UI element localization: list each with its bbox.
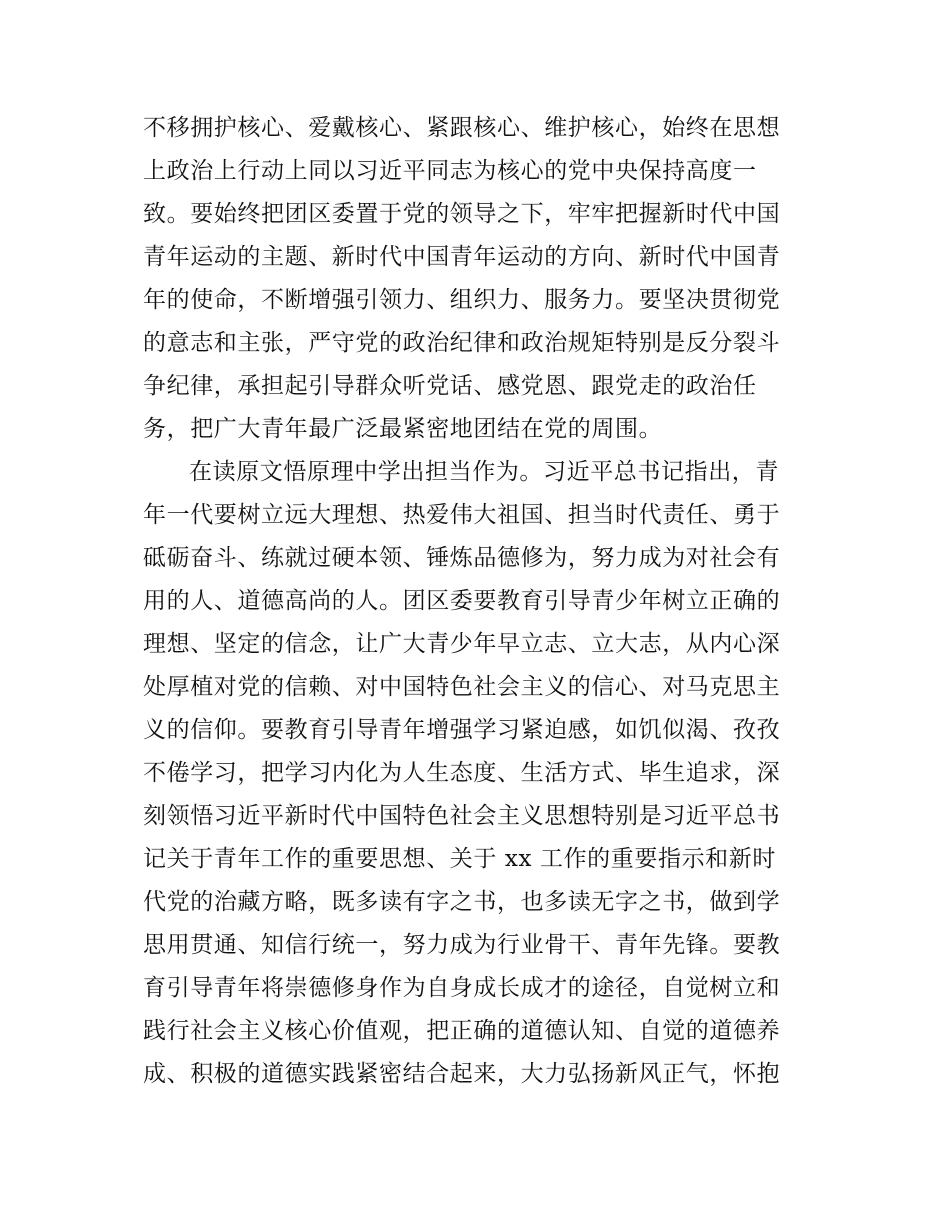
paragraph-first-line: 在读原文悟原理中学出担当作为。习近平总书记指出，青 bbox=[189, 459, 779, 485]
text-line: 上政治上行动上同以习近平同志为核心的党中央保持高度一 bbox=[143, 158, 757, 184]
text-line: 务，把广大青年最广泛最紧密地团结在党的周围。 bbox=[143, 416, 663, 442]
text-line: 砥砺奋斗、练就过硬本领、锤炼品德修为，努力成为对社会有 bbox=[143, 545, 781, 571]
text-line: 致。要始终把团区委置于党的领导之下，牢牢把握新时代中国 bbox=[143, 201, 781, 227]
text-line: 刻领悟习近平新时代中国特色社会主义思想特别是习近平总书 bbox=[143, 803, 781, 829]
text-line: 年的使命，不断增强引领力、组织力、服务力。要坚决贯彻党 bbox=[143, 287, 781, 313]
text-line: 义的信仰。要教育引导青年增强学习紧迫感，如饥似渴、孜孜 bbox=[143, 717, 781, 743]
text-line: 理想、坚定的信念，让广大青少年早立志、立大志，从内心深 bbox=[143, 631, 781, 657]
text-line: 不移拥护核心、爱戴核心、紧跟核心、维护核心，始终在思想 bbox=[143, 115, 781, 141]
text-line: 不倦学习，把学习内化为人生态度、生活方式、毕生追求，深 bbox=[143, 760, 781, 786]
text-line: 育引导青年将崇德修身作为自身成长成才的途径，自觉树立和 bbox=[143, 975, 781, 1001]
text-line: 记关于青年工作的重要思想、关于 xx 工作的重要指示和新时 bbox=[143, 846, 776, 872]
text-line: 处厚植对党的信赖、对中国特色社会主义的信心、对马克思主 bbox=[143, 674, 781, 700]
text-line: 代党的治藏方略，既多读有字之书，也多读无字之书，做到学 bbox=[143, 889, 781, 915]
text-line: 用的人、道德高尚的人。团区委要教育引导青少年树立正确的 bbox=[143, 588, 781, 614]
text-line: 践行社会主义核心价值观，把正确的道德认知、自觉的道德养 bbox=[143, 1018, 781, 1044]
text-line: 青年运动的主题、新时代中国青年运动的方向、新时代中国青 bbox=[143, 244, 781, 270]
text-line: 成、积极的道德实践紧密结合起来，大力弘扬新风正气，怀抱 bbox=[143, 1061, 781, 1087]
text-line: 年一代要树立远大理想、热爱伟大祖国、担当时代责任、勇于 bbox=[143, 502, 781, 528]
text-line: 思用贯通、知信行统一，努力成为行业骨干、青年先锋。要教 bbox=[143, 932, 781, 958]
text-line: 的意志和主张，严守党的政治纪律和政治规矩特别是反分裂斗 bbox=[143, 330, 781, 356]
text-line: 争纪律，承担起引导群众听党话、感党恩、跟党走的政治任 bbox=[143, 373, 757, 399]
